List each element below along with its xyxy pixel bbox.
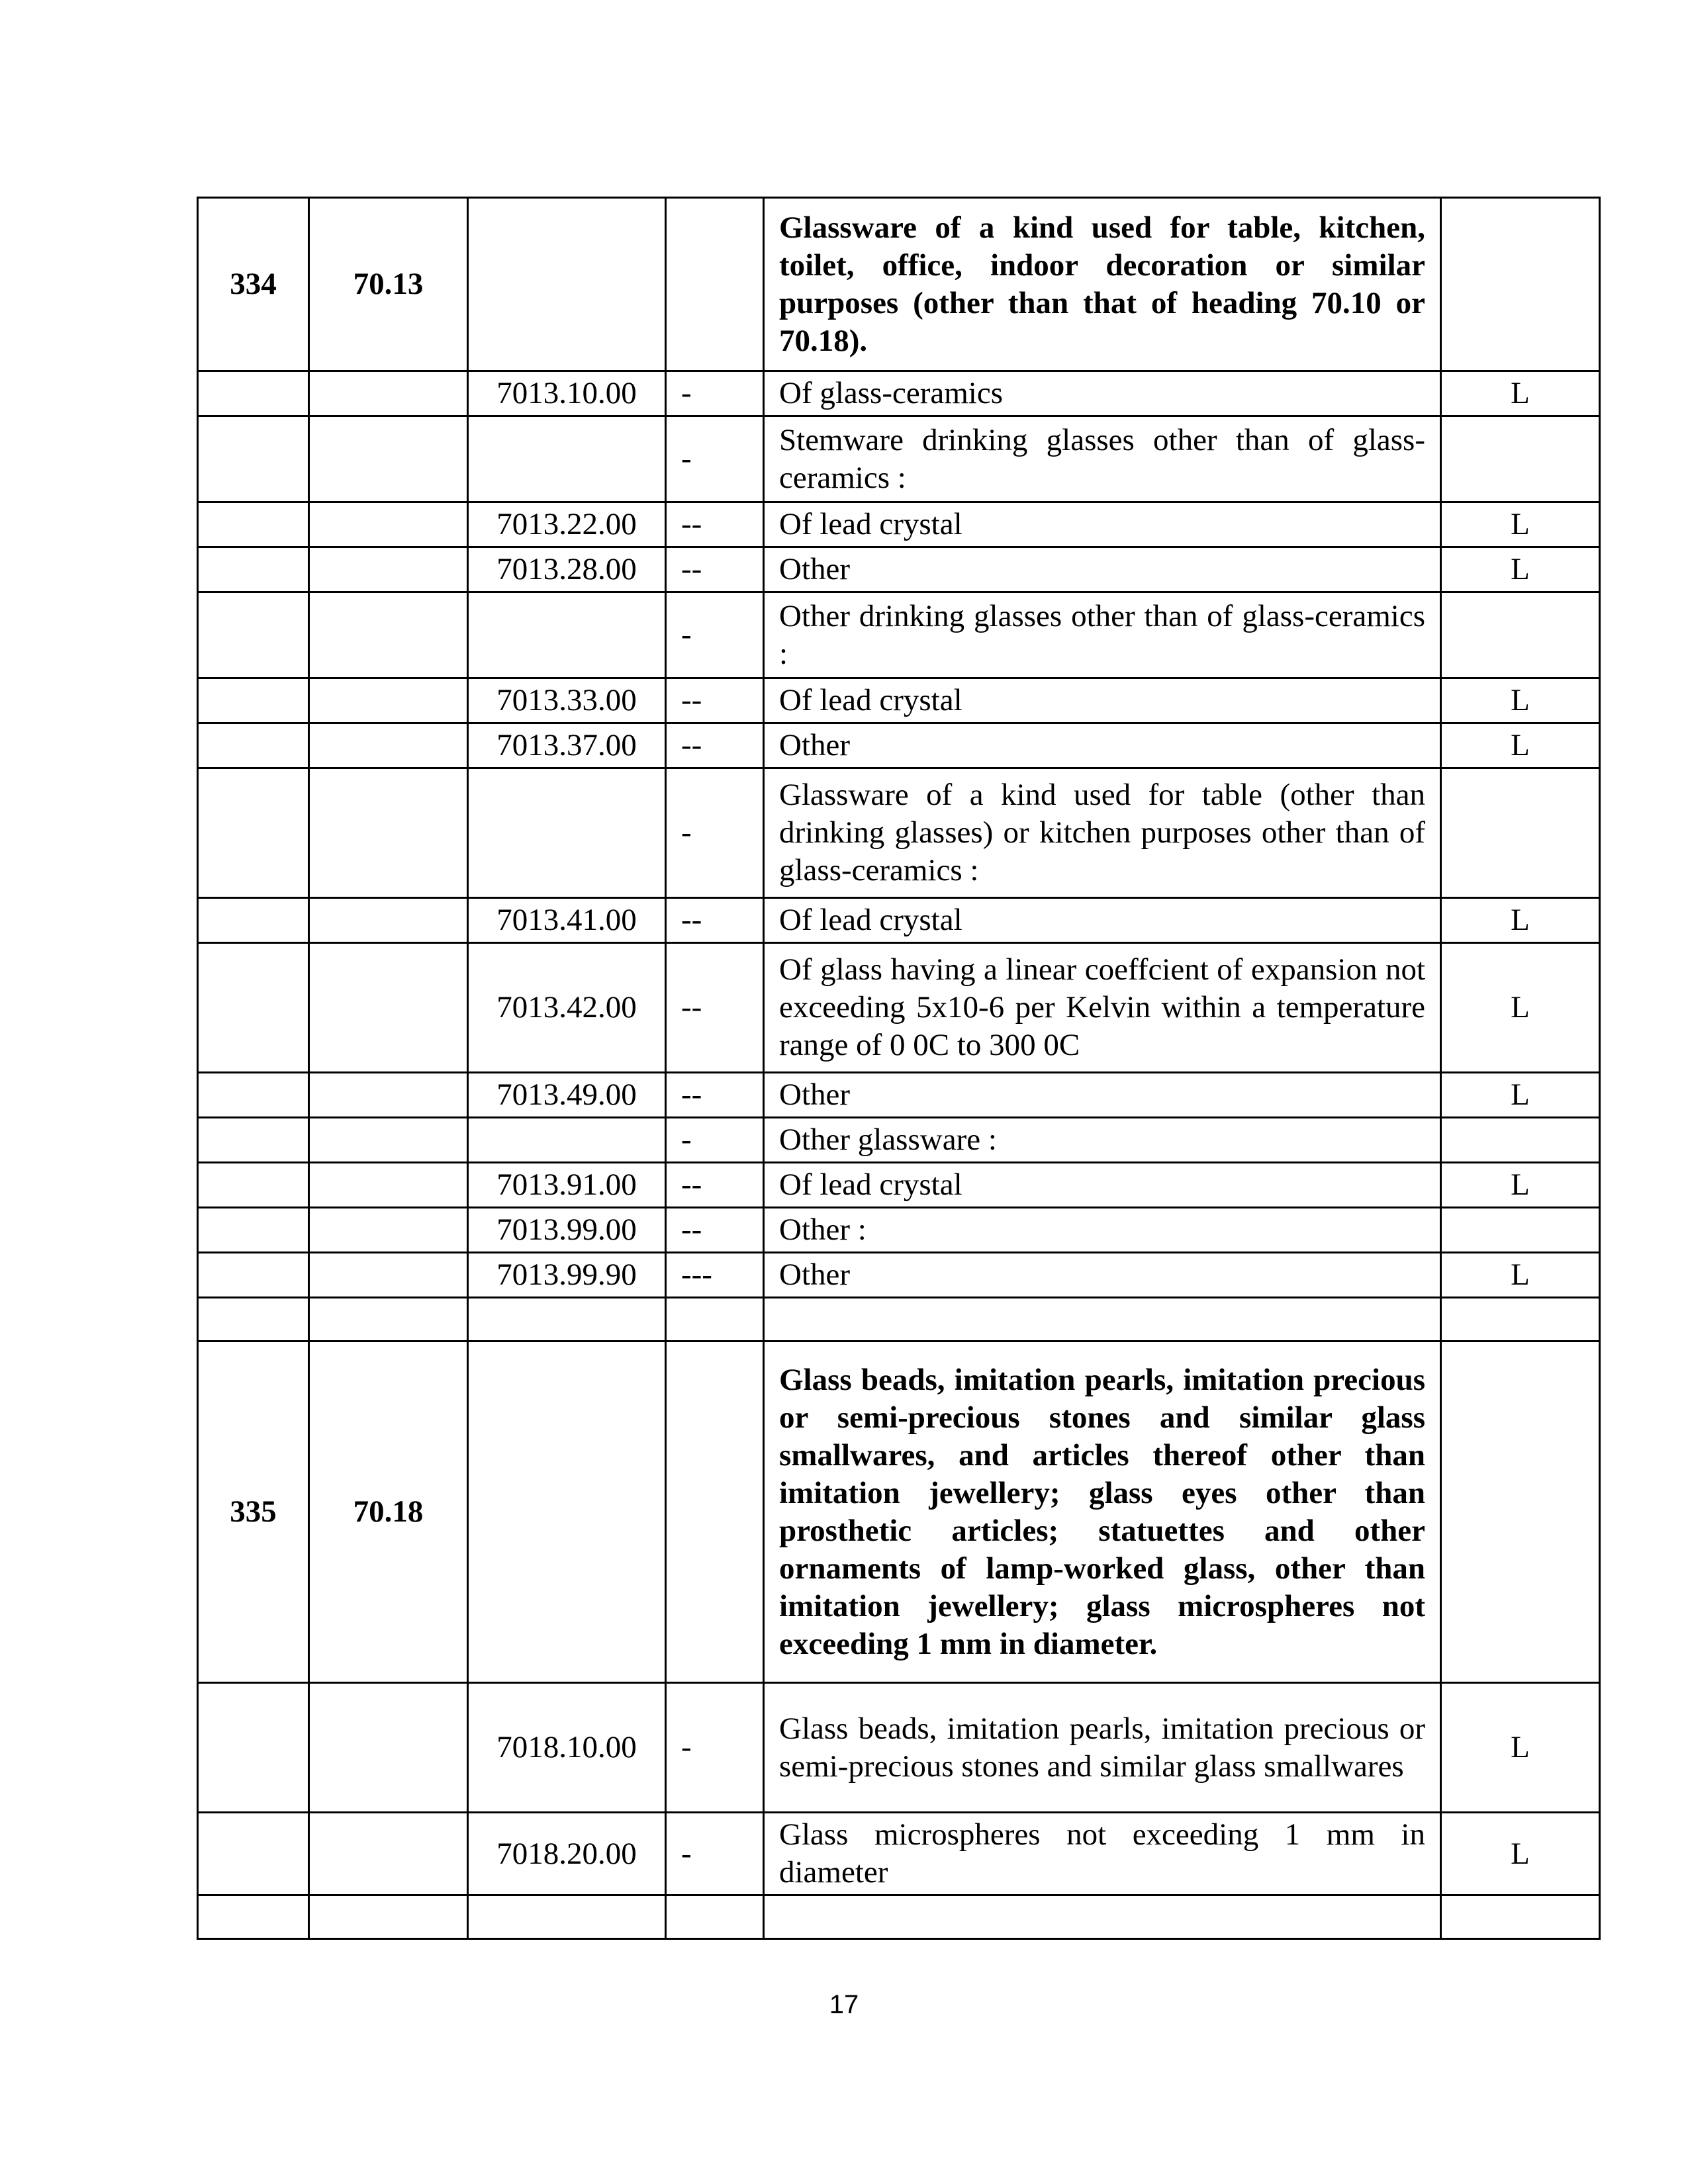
- tariff-table-body: [198, 198, 1600, 1939]
- dash-level-cell: ---: [666, 1253, 764, 1298]
- description-cell: Of glass-ceramics: [764, 371, 1441, 416]
- heading-cell: [309, 898, 468, 943]
- description-cell: Other :: [764, 1208, 1441, 1253]
- serial-number-cell: [198, 943, 309, 1073]
- description-cell: Other: [764, 547, 1441, 592]
- description-cell: Other: [764, 1253, 1441, 1298]
- serial-number-cell: [198, 371, 309, 416]
- table-row: [198, 1895, 1600, 1939]
- heading-cell: [309, 943, 468, 1073]
- serial-number-cell: [198, 547, 309, 592]
- serial-number-cell: [198, 1683, 309, 1813]
- serial-number-cell: [198, 1298, 309, 1342]
- description-cell: Glassware of a kind used for table, kitchen, toilet, office, indoor decoration or similar purposes (other than that of heading 70.10 or 70.18).: [764, 198, 1441, 371]
- table-row: [198, 592, 1600, 678]
- serial-number-cell: [198, 592, 309, 678]
- dash-level-cell: --: [666, 1208, 764, 1253]
- heading-cell: [309, 1073, 468, 1118]
- serial-number-cell: [198, 416, 309, 502]
- heading-cell: [309, 768, 468, 898]
- serial-number-cell: [198, 1253, 309, 1298]
- category-cell: L: [1441, 1073, 1600, 1118]
- table-row: [198, 1813, 1600, 1895]
- category-cell: L: [1441, 371, 1600, 416]
- heading-cell: [309, 1163, 468, 1208]
- hs-code-cell: [468, 1118, 666, 1163]
- description-cell: [764, 1895, 1441, 1939]
- hs-code-cell: 7013.28.00: [468, 547, 666, 592]
- description-cell: Of lead crystal: [764, 502, 1441, 547]
- description-cell: Glass beads, imitation pearls, imitation precious or semi-precious stones and similar glass smallwares, and articles thereof other than imitation jewellery; glass eyes other than prosthetic articles; statuettes and other ornaments of lamp-worked glass, other than imitation jewellery; glass microspheres not exceeding 1 mm in diameter.: [764, 1342, 1441, 1683]
- table-row: [198, 768, 1600, 898]
- table-row: [198, 898, 1600, 943]
- category-cell: [1441, 768, 1600, 898]
- hs-code-cell: 7013.99.90: [468, 1253, 666, 1298]
- dash-level-cell: [666, 1895, 764, 1939]
- table-row: [198, 371, 1600, 416]
- category-cell: L: [1441, 547, 1600, 592]
- serial-number-cell: [198, 678, 309, 723]
- heading-cell: [309, 1118, 468, 1163]
- page-number: 17: [829, 1990, 859, 2019]
- category-cell: [1441, 1118, 1600, 1163]
- table-row: [198, 1253, 1600, 1298]
- hs-code-cell: 7013.41.00: [468, 898, 666, 943]
- serial-number-cell: [198, 723, 309, 768]
- serial-number-cell: [198, 898, 309, 943]
- table-row: [198, 1073, 1600, 1118]
- serial-number-cell: [198, 502, 309, 547]
- table-row: [198, 723, 1600, 768]
- hs-code-cell: 7013.91.00: [468, 1163, 666, 1208]
- description-cell: Glassware of a kind used for table (other than drinking glasses) or kitchen purposes other than of glass-ceramics :: [764, 768, 1441, 898]
- table-row: [198, 1118, 1600, 1163]
- hs-code-cell: [468, 198, 666, 371]
- hs-code-cell: [468, 768, 666, 898]
- heading-cell: [309, 723, 468, 768]
- heading-cell: [309, 1208, 468, 1253]
- dash-level-cell: -: [666, 1813, 764, 1895]
- table-row: [198, 943, 1600, 1073]
- heading-cell: 70.18: [309, 1342, 468, 1683]
- heading-cell: [309, 1683, 468, 1813]
- hs-code-cell: [468, 1895, 666, 1939]
- description-cell: Of lead crystal: [764, 1163, 1441, 1208]
- hs-code-cell: 7013.42.00: [468, 943, 666, 1073]
- tariff-table: [197, 197, 1601, 1940]
- category-cell: L: [1441, 723, 1600, 768]
- heading-cell: [309, 1813, 468, 1895]
- category-cell: L: [1441, 678, 1600, 723]
- hs-code-cell: 7013.10.00: [468, 371, 666, 416]
- serial-number-cell: 335: [198, 1342, 309, 1683]
- serial-number-cell: [198, 768, 309, 898]
- serial-number-cell: [198, 1813, 309, 1895]
- hs-code-cell: [468, 592, 666, 678]
- description-cell: Other: [764, 723, 1441, 768]
- description-cell: Stemware drinking glasses other than of glass-ceramics :: [764, 416, 1441, 502]
- dash-level-cell: --: [666, 678, 764, 723]
- category-cell: [1441, 198, 1600, 371]
- description-cell: Of lead crystal: [764, 898, 1441, 943]
- hs-code-cell: 7013.99.00: [468, 1208, 666, 1253]
- heading-cell: [309, 1253, 468, 1298]
- hs-code-cell: 7013.37.00: [468, 723, 666, 768]
- dash-level-cell: -: [666, 1118, 764, 1163]
- hs-code-cell: [468, 1342, 666, 1683]
- table-row: [198, 416, 1600, 502]
- serial-number-cell: [198, 1208, 309, 1253]
- dash-level-cell: -: [666, 592, 764, 678]
- category-cell: [1441, 1342, 1600, 1683]
- description-cell: Of glass having a linear coeffcient of expansion not exceeding 5x10-6 per Kelvin within a temperature range of 0 0C to 300 0C: [764, 943, 1441, 1073]
- dash-level-cell: --: [666, 898, 764, 943]
- table-row: [198, 1683, 1600, 1813]
- dash-level-cell: --: [666, 943, 764, 1073]
- heading-cell: [309, 1298, 468, 1342]
- dash-level-cell: [666, 198, 764, 371]
- serial-number-cell: [198, 1163, 309, 1208]
- heading-cell: [309, 502, 468, 547]
- heading-cell: 70.13: [309, 198, 468, 371]
- table-row: [198, 547, 1600, 592]
- heading-cell: [309, 371, 468, 416]
- table-row: [198, 502, 1600, 547]
- dash-level-cell: --: [666, 1163, 764, 1208]
- table-row: [198, 678, 1600, 723]
- category-cell: L: [1441, 1253, 1600, 1298]
- hs-code-cell: 7013.33.00: [468, 678, 666, 723]
- serial-number-cell: [198, 1118, 309, 1163]
- table-row: [198, 198, 1600, 371]
- category-cell: [1441, 1208, 1600, 1253]
- category-cell: L: [1441, 1813, 1600, 1895]
- description-cell: [764, 1298, 1441, 1342]
- heading-cell: [309, 1895, 468, 1939]
- category-cell: L: [1441, 1163, 1600, 1208]
- heading-cell: [309, 416, 468, 502]
- description-cell: Other glassware :: [764, 1118, 1441, 1163]
- category-cell: [1441, 1298, 1600, 1342]
- serial-number-cell: [198, 1895, 309, 1939]
- category-cell: [1441, 416, 1600, 502]
- description-cell: Glass microspheres not exceeding 1 mm in diameter: [764, 1813, 1441, 1895]
- serial-number-cell: 334: [198, 198, 309, 371]
- category-cell: L: [1441, 502, 1600, 547]
- heading-cell: [309, 592, 468, 678]
- category-cell: [1441, 592, 1600, 678]
- dash-level-cell: [666, 1342, 764, 1683]
- table-row: [198, 1298, 1600, 1342]
- description-cell: Other drinking glasses other than of glass-ceramics :: [764, 592, 1441, 678]
- category-cell: [1441, 1895, 1600, 1939]
- table-row: [198, 1342, 1600, 1683]
- dash-level-cell: [666, 1298, 764, 1342]
- heading-cell: [309, 547, 468, 592]
- heading-cell: [309, 678, 468, 723]
- dash-level-cell: --: [666, 547, 764, 592]
- hs-code-cell: 7018.10.00: [468, 1683, 666, 1813]
- category-cell: L: [1441, 943, 1600, 1073]
- hs-code-cell: 7013.22.00: [468, 502, 666, 547]
- dash-level-cell: -: [666, 416, 764, 502]
- hs-code-cell: 7013.49.00: [468, 1073, 666, 1118]
- description-cell: Of lead crystal: [764, 678, 1441, 723]
- table-row: [198, 1208, 1600, 1253]
- hs-code-cell: 7018.20.00: [468, 1813, 666, 1895]
- hs-code-cell: [468, 1298, 666, 1342]
- dash-level-cell: --: [666, 723, 764, 768]
- description-cell: Glass beads, imitation pearls, imitation precious or semi-precious stones and similar glass smallwares: [764, 1683, 1441, 1813]
- description-cell: Other: [764, 1073, 1441, 1118]
- category-cell: L: [1441, 898, 1600, 943]
- table-row: [198, 1163, 1600, 1208]
- dash-level-cell: -: [666, 1683, 764, 1813]
- hs-code-cell: [468, 416, 666, 502]
- dash-level-cell: -: [666, 768, 764, 898]
- dash-level-cell: --: [666, 1073, 764, 1118]
- serial-number-cell: [198, 1073, 309, 1118]
- category-cell: L: [1441, 1683, 1600, 1813]
- dash-level-cell: -: [666, 371, 764, 416]
- dash-level-cell: --: [666, 502, 764, 547]
